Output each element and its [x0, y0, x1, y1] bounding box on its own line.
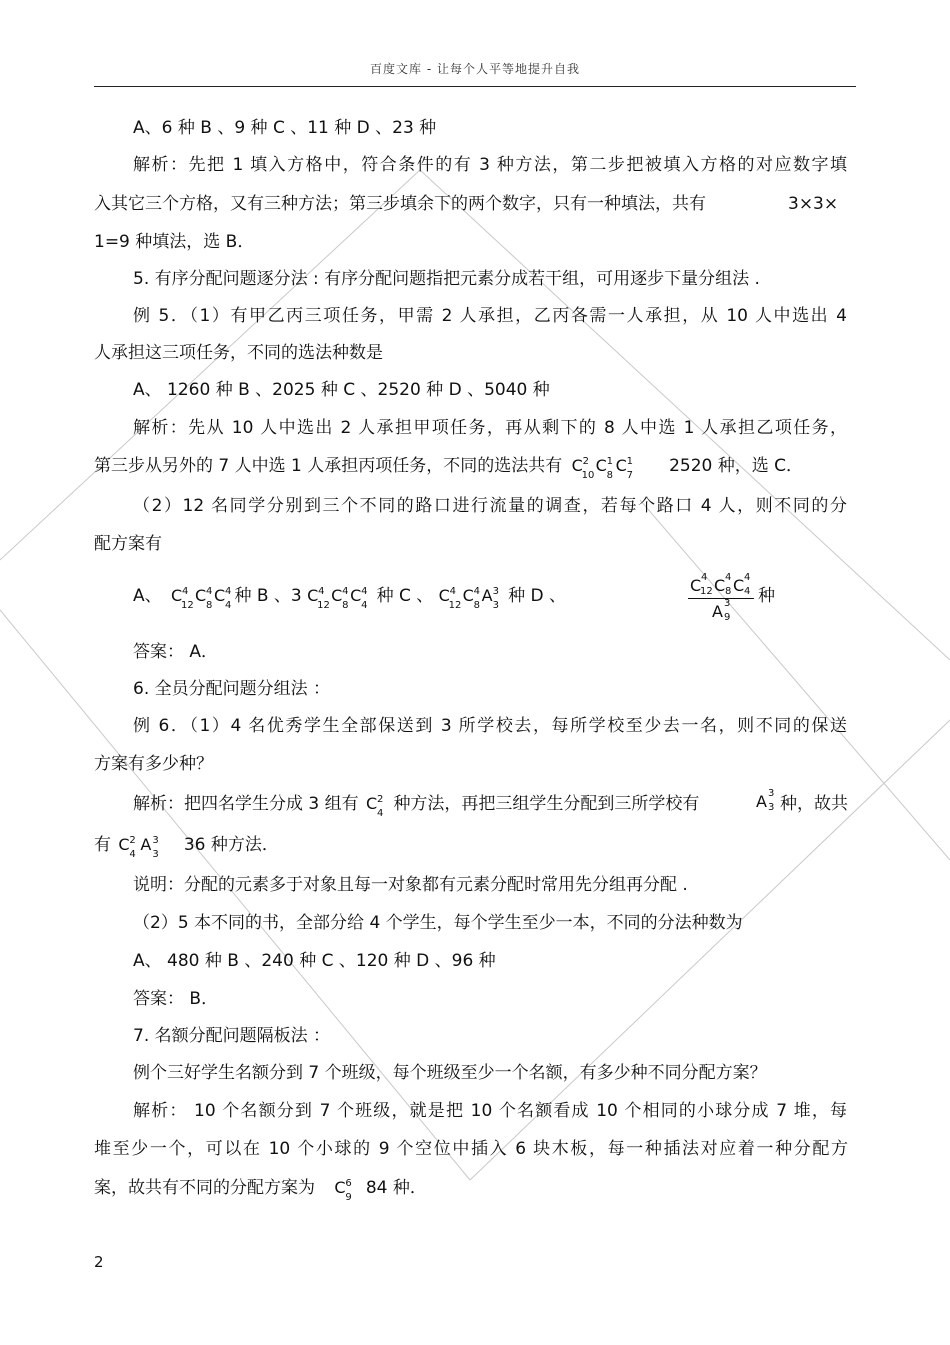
example-6-line-1: 例 6．（1）4 名优秀学生全部保送到 3 所学校去，每所学校至少去一名，则不同的保送: [133, 716, 847, 736]
solution-7-line-3: [94, 1176, 427, 1203]
solution-7-line-3-a: 案，故共有不同的分配方案为: [94, 1178, 315, 1198]
example-5-line-1: 例 5．（1）有甲乙丙三项任务，甲需 2 人承担，乙丙各需一人承担，从 10 人中选出 4: [133, 306, 847, 326]
solution-5-line-1: 解析：先从 10 人中选出 2 人承担甲项任务，再从剩下的 8 人中选 1 人承担乙项任务，: [133, 418, 847, 438]
solution-6-text-b: 种方法，再把三组学生分配到三所学校有: [393, 794, 700, 814]
fraction-denominator: A 3 9: [712, 598, 731, 623]
solution-7-line-2: 堆至少一个，可以在 10 个小球的 9 个空位中插入 6 块木板，每一种插法对应着一种分配方: [94, 1139, 848, 1159]
solution-7-line-1: 解析： 10 个名额分到 7 个班级，就是把 10 个名额看成 10 个相同的小球分成 7 堆，每: [133, 1101, 847, 1121]
options-line-2: A、 1260 种 B 、2025 种 C 、2520 种 D 、5040 种: [133, 380, 550, 400]
example-7-line: 例个三好学生名额分到 7 个班级，每个班级至少一个名额，有多少种不同分配方案？: [133, 1063, 767, 1083]
option-c-expression: C 4 12 C 4 8 A 3 3: [438, 586, 500, 611]
solution-line-3: 1=9 种填法，选 B．: [94, 232, 255, 252]
solution-6-line-2: [94, 833, 279, 860]
answer-line-1: 答案： A．: [133, 642, 219, 662]
solution-line-2-end: 3×3×: [788, 194, 839, 214]
options-line-4: A、 480 种 B 、240 种 C 、120 种 D 、96 种: [133, 951, 496, 971]
solution-5-line-2-end: 2520 种，选 C．: [669, 456, 804, 476]
option-d-label: 种 D 、: [508, 586, 566, 606]
solution-6-line-2-b: 36 种方法．: [183, 835, 279, 855]
page-header: 百度文库 - 让每个人平等地提升自我: [370, 62, 580, 76]
section-6-title: 6. 全员分配问题分组法 ：: [133, 679, 331, 699]
combination-c9-6: C 6 9: [334, 1178, 352, 1203]
solution-7-line-3-b: 84 种．: [365, 1178, 427, 1198]
solution-6-line-1: [133, 792, 700, 819]
page-number: 2: [94, 1253, 104, 1271]
option-c-label: 种 C 、: [376, 586, 434, 606]
solution-5-line-2-text: 第三步从另外的 7 人中选 1 人承担丙项任务，不同的选法共有: [94, 456, 563, 476]
combination-c4-2: C 2 4: [366, 794, 384, 819]
section-5-title: 5. 有序分配问题逐分法 : 有序分配问题指把元素分成若干组，可用逐步下量分组法 .: [133, 269, 760, 289]
header-rule: [94, 86, 856, 87]
option-a-label: A、: [133, 586, 162, 606]
combination-expression-1: C 2 10 C 1 8 C 1 7: [571, 456, 634, 481]
option-b-expression: C 4 12 C 4 8 C 4 4: [307, 586, 368, 611]
option-a-expression: C 4 12 C 4 8 C 4 4: [171, 586, 232, 611]
example-6-line-2: 方案有多少种？: [94, 754, 213, 774]
expression-c4-2-a3-3: C 2 4 A 3 3: [118, 835, 159, 860]
solution-line-2-text: 入其它三个方格，又有三种方法；第三步填余下的两个数字，只有一种填法，共有: [94, 194, 706, 214]
options-line-3: [133, 584, 566, 611]
option-d-fraction: [688, 574, 754, 623]
example-5-part2-line-1: （2）12 名同学分别到三个不同的路口进行流量的调查，若每个路口 4 人，则不同的分: [133, 496, 847, 516]
section-7-title: 7. 名额分配问题隔板法 ：: [133, 1026, 331, 1046]
example-6-part2-line: （2）5 本不同的书，全部分给 4 个学生，每个学生至少一本，不同的分法种数为: [133, 913, 743, 933]
solution-line-2: [94, 192, 706, 216]
note-line: 说明：分配的元素多于对象且每一对象都有元素分配时常用先分组再分配 .: [133, 875, 688, 895]
fraction-numerator: C 4 12 C 4 8 C 4 4: [688, 574, 754, 599]
options-line-1: A、6 种 B 、9 种 C 、11 种 D 、23 种: [133, 118, 437, 138]
option-b-label: 种 B 、3: [234, 586, 302, 606]
example-5-line-2: 人承担这三项任务，不同的选法种数是: [94, 343, 383, 363]
solution-6-text-a: 解析：把四名学生分成 3 组有: [133, 794, 359, 814]
solution-line-1: 解析：先把 1 填入方格中，符合条件的有 3 种方法，第二步把被填入方格的对应数字填: [133, 155, 847, 175]
answer-line-2: 答案： B．: [133, 989, 219, 1009]
option-d-suffix: 种: [758, 586, 775, 606]
example-5-part2-line-2: 配方案有: [94, 534, 162, 554]
solution-5-line-2: [94, 454, 804, 481]
solution-6-line-2-a: 有: [94, 835, 111, 855]
solution-6-text-c: 种，故共: [780, 794, 848, 814]
permutation-a3-3: A 3 3: [756, 788, 775, 813]
